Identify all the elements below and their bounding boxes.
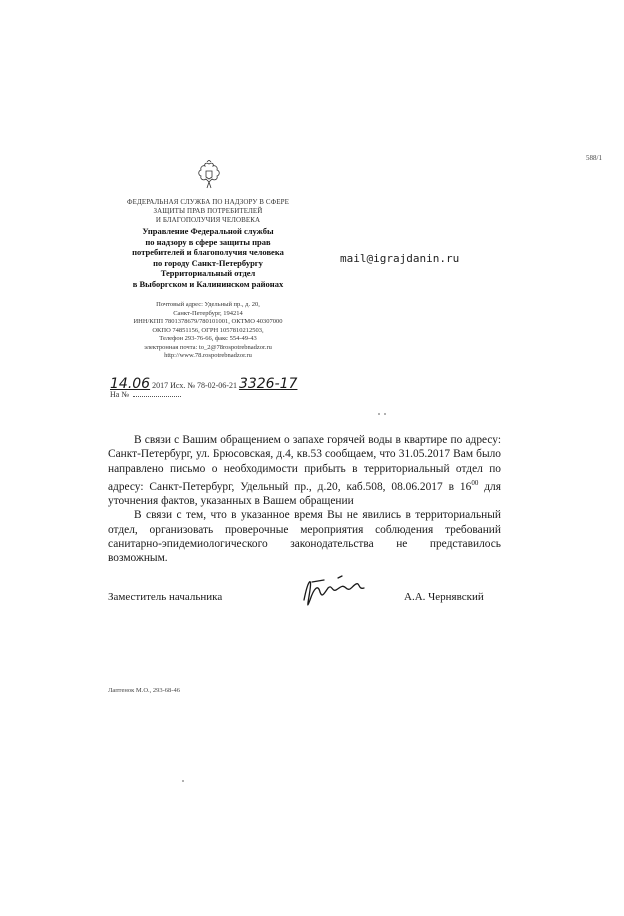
address-line: http://www.78.rospotrebnadzor.ru	[164, 352, 252, 359]
paragraph: В связи с тем, что в указанное время Вы не явились в территориальный отдел, организовать проверочные мероприятия соблюдения требований санитарно-эпидемиологического законодательства не представилось возможным.	[108, 509, 501, 565]
recipient-email: mail@igrajdanin.ru	[340, 252, 460, 265]
signatory-name: А.А. Чернявский	[404, 591, 484, 603]
executor-line: Лаптенок М.О., 293-68-46	[108, 687, 180, 694]
department-line: в Выборгском и Калининском районах	[132, 278, 284, 289]
signatory-position: Заместитель начальника	[108, 591, 223, 603]
reply-to-blank	[133, 396, 181, 397]
contact-block	[108, 301, 308, 361]
department-line: потребителей и благополучия человека	[132, 247, 284, 257]
department-line: по городу Санкт-Петербургу	[153, 257, 263, 268]
address-line: Телефон 293-76-66, факс 554-49-43	[159, 335, 257, 342]
address-line: Санкт-Петербург, 194214	[173, 309, 243, 317]
reply-to-label: На №	[110, 390, 129, 399]
agency-line: ФЕДЕРАЛЬНАЯ СЛУЖБА ПО НАДЗОРУ В СФЕРЕ	[126, 198, 290, 206]
scan-speck	[182, 780, 184, 782]
agency-name	[108, 198, 308, 225]
address-line: ОКПО 74851156, ОГРН 1057810212503,	[152, 326, 264, 334]
reference-prefix: 2017 Исх. № 78-02-06-21	[152, 381, 237, 390]
agency-line: И БЛАГОПОЛУЧИЯ ЧЕЛОВЕКА	[155, 216, 261, 224]
handwritten-date: 14.06	[110, 376, 151, 392]
department-name	[108, 226, 308, 289]
page-number: 588/1	[586, 154, 602, 162]
address-line: ИНН/КПП 7801378679/780101001, ОКТМО 40307000	[133, 318, 283, 325]
scan-speck	[384, 413, 386, 415]
paragraph: В связи с Вашим обращением о запахе горячей воды в квартире по адресу: Санкт-Петербург, ул. Брюсовская, д.4, кв.53 сообщаем, что 31.05.2017 Вам было направлено письмо о необходимости прибыть в территориальный отдел по адресу: Санкт-Петербург, Удельный пр., д.20, каб.508, 08.06.2017 в $16^{00}$ для уточнения фактов, указанных в Вашем обращении	[108, 434, 501, 507]
department-line: Территориальный отдел	[160, 268, 256, 278]
address-line: Почтовый адрес: Удельный пр., д. 20,	[156, 301, 260, 308]
reply-reference	[110, 390, 181, 399]
coat-of-arms-emblem	[195, 160, 223, 192]
department-line: Управление Федеральной службы	[142, 226, 274, 236]
handwritten-signature	[298, 570, 378, 614]
department-line: по надзору в сфере защиты прав	[145, 236, 271, 247]
agency-line: ЗАЩИТЫ ПРАВ ПОТРЕБИТЕЛЕЙ	[153, 207, 263, 215]
address-line: электронная почта: to_2@78rospotrebnadzor.ru	[144, 343, 272, 351]
scan-speck	[378, 413, 380, 415]
handwritten-number: 3326-17	[238, 376, 298, 392]
letter-body	[108, 433, 501, 565]
